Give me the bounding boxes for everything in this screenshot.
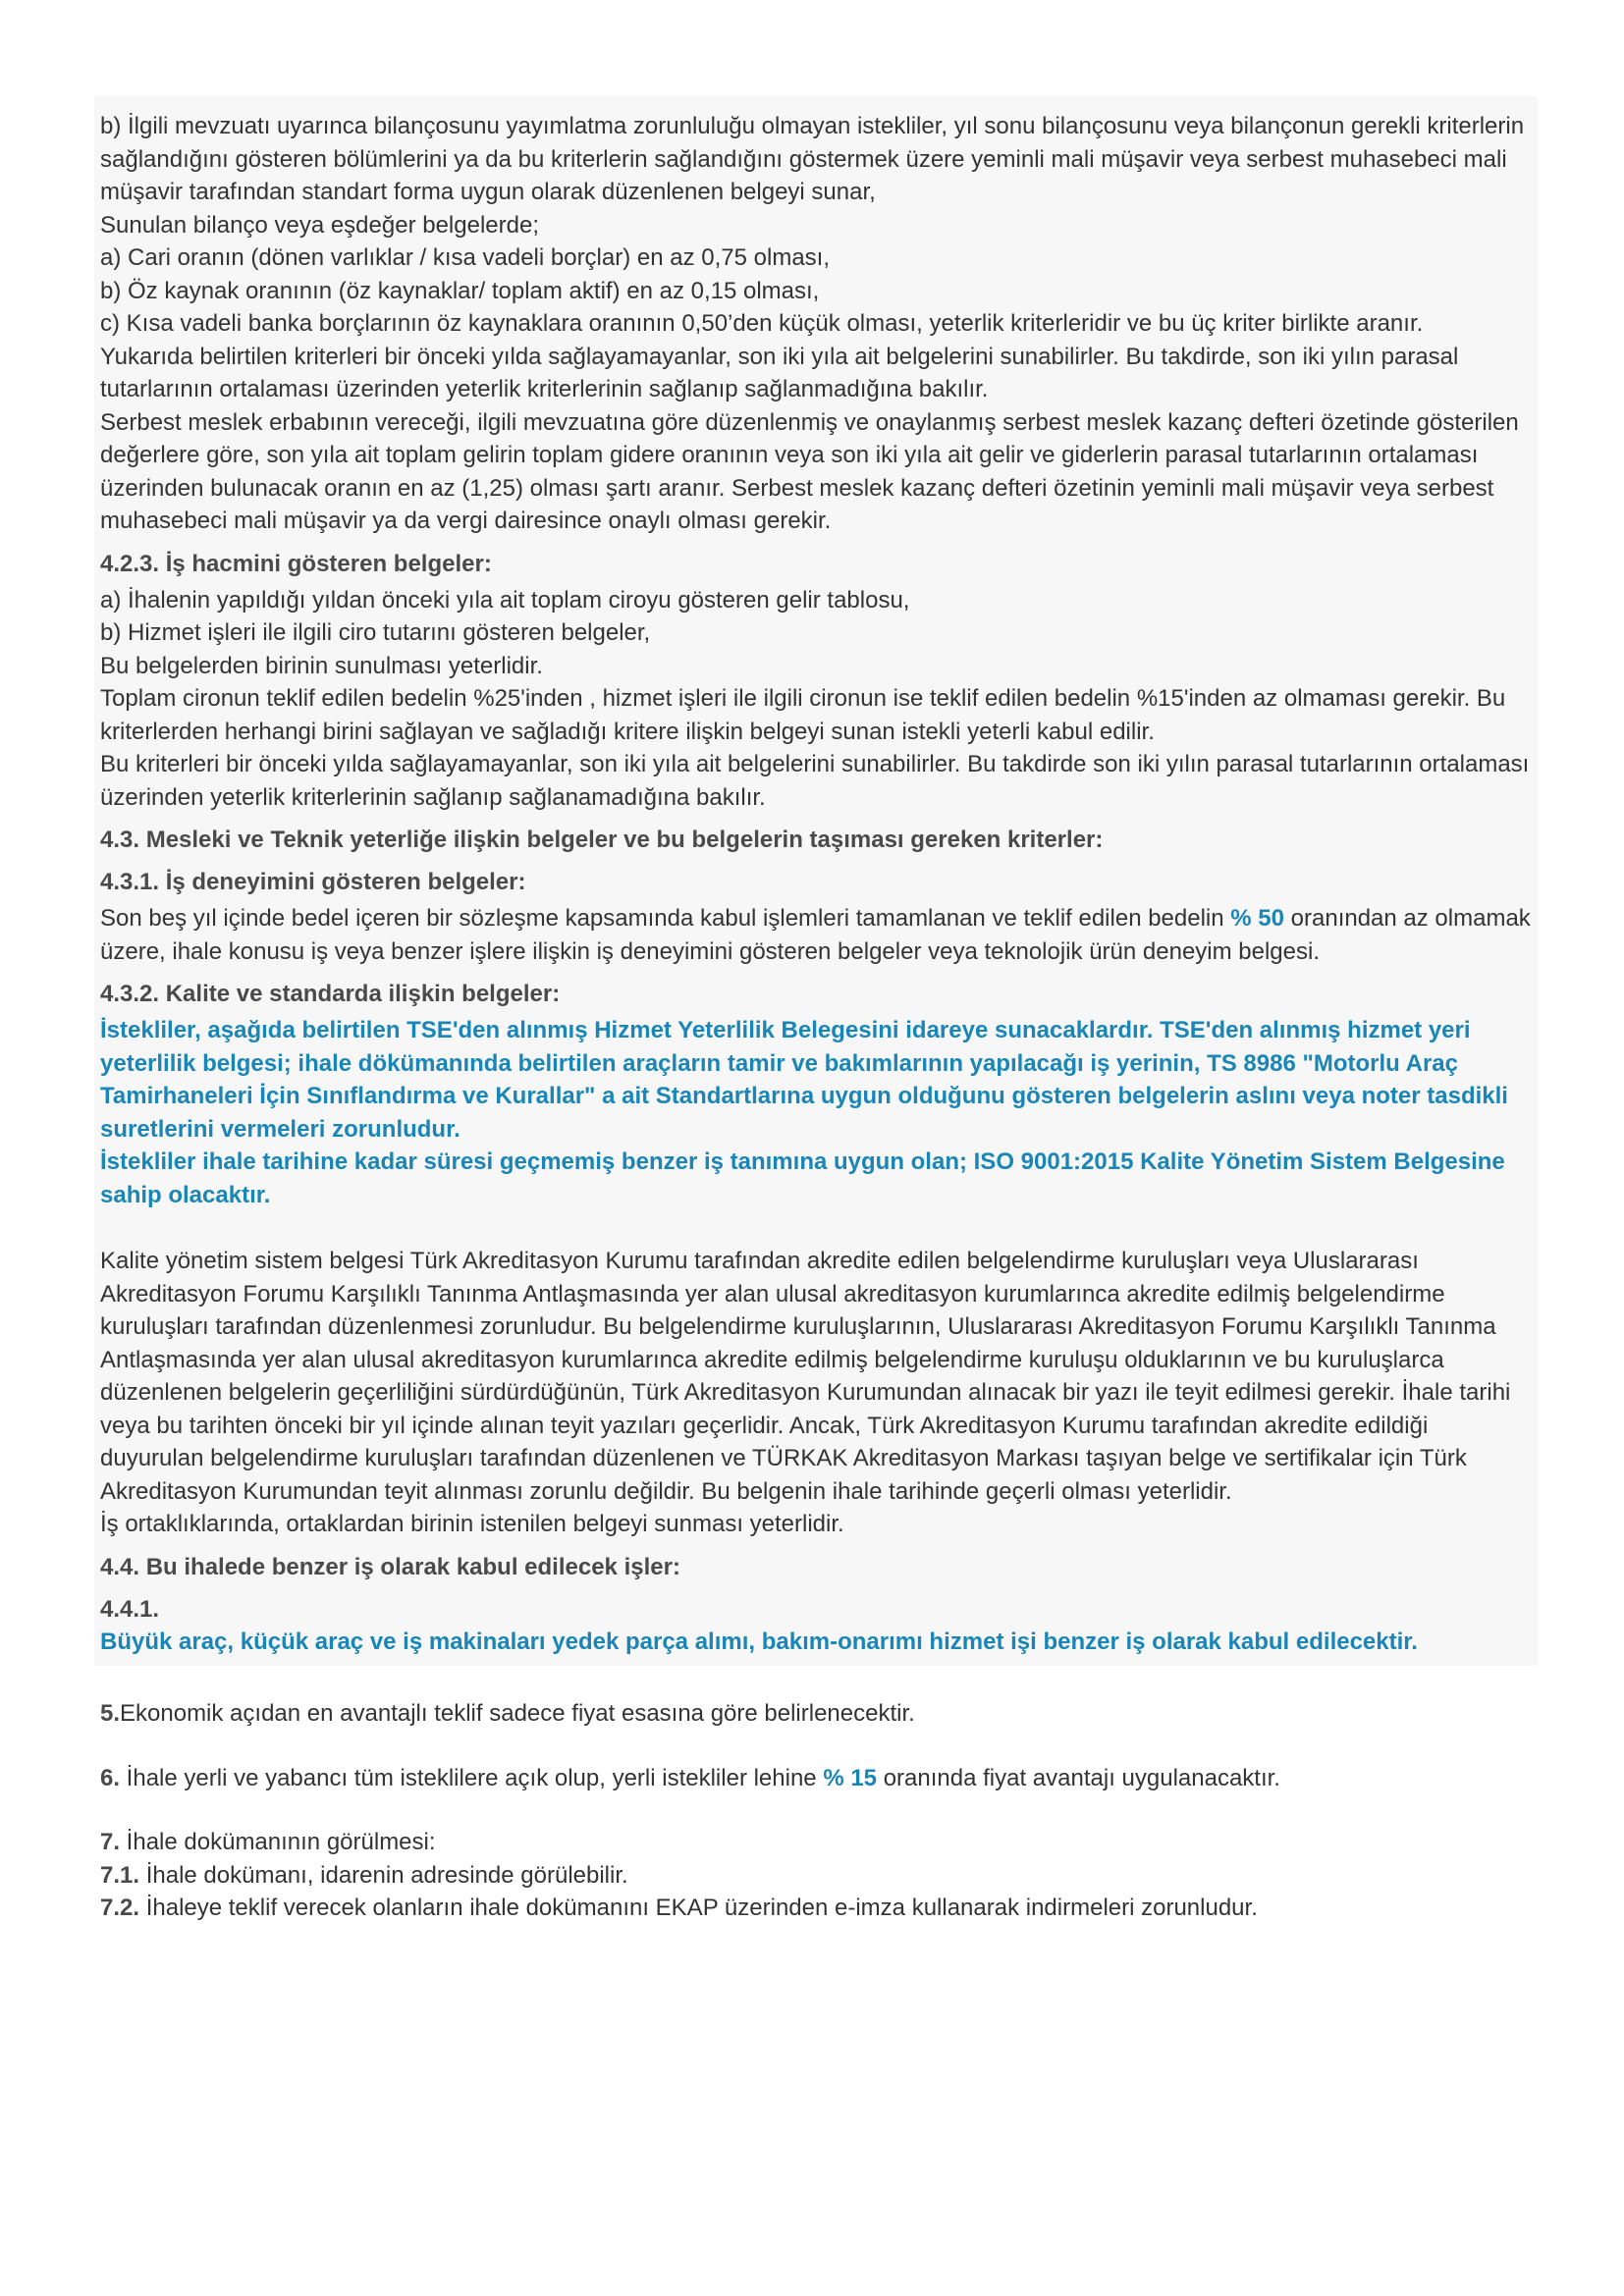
joint-venture-paragraph: İş ortaklıklarında, ortaklardan birinin istenilen belgeyi sunması yeterlidir. xyxy=(100,1511,844,1537)
one-document-sufficient: Bu belgelerden birinin sunulması yeterlidir. xyxy=(100,652,543,679)
section-4-3-2-heading: 4.3.2. Kalite ve standarda ilişkin belgeler: xyxy=(100,981,561,1007)
section-4-3-1-heading: 4.3.1. İş deneyimini gösteren belgeler: xyxy=(100,869,526,895)
work-experience-paragraph xyxy=(100,902,1532,968)
balance-sheet-paragraph: b) İlgili mevzuatı uyarınca bilançosunu yayımlatma zorunluluğu olmayan istekliler, yıl sonu bilançosunu veya bilançonun gerekli kriterlerin sağlandığını gösteren bölümlerini ya da bu kriterlerin sağlandığını göstermek üzere yeminli mali müşavir veya serbest muhasebeci mali müşavir tarafından standart forma uygun olarak düzenlenen belgeyi sunar, xyxy=(100,113,1525,205)
section-5-paragraph xyxy=(100,1697,1532,1731)
iso-certificate-requirement: İstekliler ihale tarihine kadar süresi geçmemiş benzer iş tanımına uygun olan; ISO 9001:2015 Kalite Yönetim Sistem Belgesine sahip olacaktır. xyxy=(100,1148,1505,1208)
spacer xyxy=(100,1731,1532,1762)
turnover-documents-item: b) Hizmet işleri ile ilgili ciro tutarını gösteren belgeler, xyxy=(100,619,651,646)
section-6-text-start: İhale yerli ve yabancı tüm isteklilere açık olup, yerli istekliler lehine xyxy=(120,1764,824,1791)
freelance-paragraph: Serbest meslek erbabının vereceği, ilgili mevzuatına göre düzenlenmiş ve onaylanmış serbest meslek kazanç defteri özetinde gösterilen değerlere göre, son yıla ait toplam gelirin toplam gidere oranının veya son iki yıla ait gelir ve giderlerin parasal tutarlarının ortalaması üzerinden bulunacak oranın en az (1,25) olması şartı aranır. Serbest meslek kazanç defteri özetinin yeminli mali müşavir veya serbest muhasebeci mali müşavir ya da vergi dairesince onaylı olması gerekir. xyxy=(100,408,1519,534)
turnover-previous-year-paragraph: Bu kriterleri bir önceki yılda sağlayamayanlar, son iki yıla ait belgelerini sunabilirler. Bu takdirde son iki yılın parasal tutarlarının ortalaması üzerinden yeterlik kriterlerinin sağlanıp sağlanamadığına bakılır. xyxy=(100,751,1530,811)
similar-work-definition: Büyük araç, küçük araç ve iş makinaları yedek parça alımı, bakım-onarımı hizmet işi benzer iş olarak kabul edilecektir. xyxy=(100,1628,1418,1655)
section-7-title-text: İhale dokümanının görülmesi: xyxy=(120,1829,436,1855)
turnover-threshold-paragraph: Toplam cironun teklif edilen bedelin %25'inden , hizmet işleri ile ilgili cironun ise teklif edilen bedelin %15'inden az olmaması gerekir. Bu kriterlerden herhangi birini sağlayan ve sağladığı kritere ilişkin belgeyi sunan istekli yeterli kabul edilir. xyxy=(100,685,1506,745)
spacer xyxy=(100,1211,1532,1245)
section-6-text-end: oranında fiyat avantajı uygulanacaktır. xyxy=(877,1764,1280,1791)
section-7-2-number: 7.2. xyxy=(100,1895,140,1921)
tse-certificate-requirement: İstekliler, aşağıda belirtilen TSE'den alınmış Hizmet Yeterlilik Belegesini idareye sunacaklardır. TSE'den alınmış hizmet yeri yeterlilik belgesi; ihale dökümanında belirtilen araçların tamir ve bakımlarının yapılacağı iş yerinin, TS 8986 "Motorlu Araç Tamirhaneleri İçin Sınıflandırma ve Kurallar" a ait Standartlarına uygun olduğunu gösteren belgelerin aslını veya noter tasdikli suretlerini vermeleri zorunludur. xyxy=(100,1017,1508,1143)
tender-section-box xyxy=(94,96,1538,1666)
section-7-2-text: İhaleye teklif verecek olanların ihale dokümanını EKAP üzerinden e-imza kullanarak indirmeleri zorunludur. xyxy=(139,1895,1258,1921)
section-4-4-heading: 4.4. Bu ihalede benzer iş olarak kabul edilecek işler: xyxy=(100,1553,680,1580)
work-experience-text-start: Son beş yıl içinde bedel içeren bir sözleşme kapsamında kabul işlemleri tamamlanan ve teklif edilen bedelin xyxy=(100,905,1231,932)
bank-debt-criterion: c) Kısa vadeli banka borçlarının öz kaynaklara oranının 0,50’den küçük olması, yeterlik kriterleridir ve bu üç kriter birlikte aranır. xyxy=(100,310,1424,337)
document-page xyxy=(94,96,1538,1925)
section-7-title xyxy=(100,1826,1532,1859)
section-7-1-paragraph xyxy=(100,1859,1532,1893)
section-5-number: 5. xyxy=(100,1700,121,1727)
quality-system-paragraph: Kalite yönetim sistem belgesi Türk Akreditasyon Kurumu tarafından akredite edilen belgelendirme kuruluşları veya Uluslararası Akreditasyon Forumu Karşılıklı Tanınma Antlaşmasında yer alan ulusal akreditasyon kurumlarınca akredite edilmiş belgelendirme kuruluşları tarafından düzenlenmesi zorunludur. Bu belgelendirme kuruluşlarının, Uluslararası Akreditasyon Forumu Karşılıklı Tanınma Antlaşmasında yer alan ulusal akreditasyon kurumlarınca akredite edilmiş belgelendirme kuruluşu olduklarının ve bu kuruluşlarca düzenlenen belgelerin geçerliliğini sürdürdüğünün, Türk Akreditasyon Kurumundan alınacak bir yazı ile teyit edilmesi gerekir. İhale tarihi veya bu tarihten önceki bir yıl içinde alınan teyit yazıları geçerlidir. Ancak, Türk Akreditasyon Kurumu tarafından akredite edildiği duyurulan belgelendirme kuruluşları tarafından düzenlenen ve TÜRKAK Akreditasyon Markası taşıyan belge ve sertifikalar için Türk Akreditasyon Kurumundan teyit alınması zorunlu değildir. Bu belgenin ihale tarihinde geçerli olması yeterlidir. xyxy=(100,1248,1511,1505)
work-experience-text-end: oranından az olmamak üzere, ihale konusu iş veya benzer işlere ilişkin iş deneyimini gösteren belgeler veya teknolojik ürün deneyim belgesi. xyxy=(100,905,1531,965)
balance-sheet-intro: Sunulan bilanço veya eşdeğer belgelerde; xyxy=(100,211,539,239)
section-7-1-text: İhale dokümanı, idarenin adresinde görülebilir. xyxy=(139,1861,628,1889)
equity-ratio-criterion: b) Öz kaynak oranının (öz kaynaklar/ toplam aktif) en az 0,15 olması, xyxy=(100,277,820,304)
section-6-paragraph xyxy=(100,1762,1532,1795)
work-experience-percent: % 50 xyxy=(1230,905,1284,932)
section-4-4-1-heading: 4.4.1. xyxy=(100,1595,160,1623)
previous-year-paragraph: Yukarıda belirtilen kriterleri bir önceki yılda sağlayamayanlar, son iki yıla ait belgelerini sunabilirler. Bu takdirde, son iki yılın parasal tutarlarının ortalaması üzerinden yeterlik kriterlerinin sağlanıp sağlanmadığına bakılır. xyxy=(100,343,1459,402)
section-7-2-paragraph xyxy=(100,1892,1532,1925)
section-7-number: 7. xyxy=(100,1829,121,1855)
section-4-2-3-heading: 4.2.3. İş hacmini gösteren belgeler: xyxy=(100,550,492,577)
current-ratio-criterion: a) Cari oranın (dönen varlıklar / kısa vadeli borçlar) en az 0,75 olması, xyxy=(100,244,831,271)
post-box-sections xyxy=(94,1666,1538,1925)
section-7-1-number: 7.1. xyxy=(100,1861,140,1889)
section-6-percent: % 15 xyxy=(823,1764,878,1791)
section-6-number: 6. xyxy=(100,1764,121,1791)
spacer xyxy=(100,1666,1532,1697)
spacer xyxy=(100,1794,1532,1826)
section-5-text: Ekonomik açıdan en avantajlı teklif sadece fiyat esasına göre belirlenecektir. xyxy=(120,1700,915,1727)
section-4-3-heading: 4.3. Mesleki ve Teknik yeterliğe ilişkin belgeler ve bu belgelerin taşıması gereken kriterler: xyxy=(100,827,1104,853)
income-statement-item: a) İhalenin yapıldığı yıldan önceki yıla ait toplam ciroyu gösteren gelir tablosu, xyxy=(100,586,910,614)
